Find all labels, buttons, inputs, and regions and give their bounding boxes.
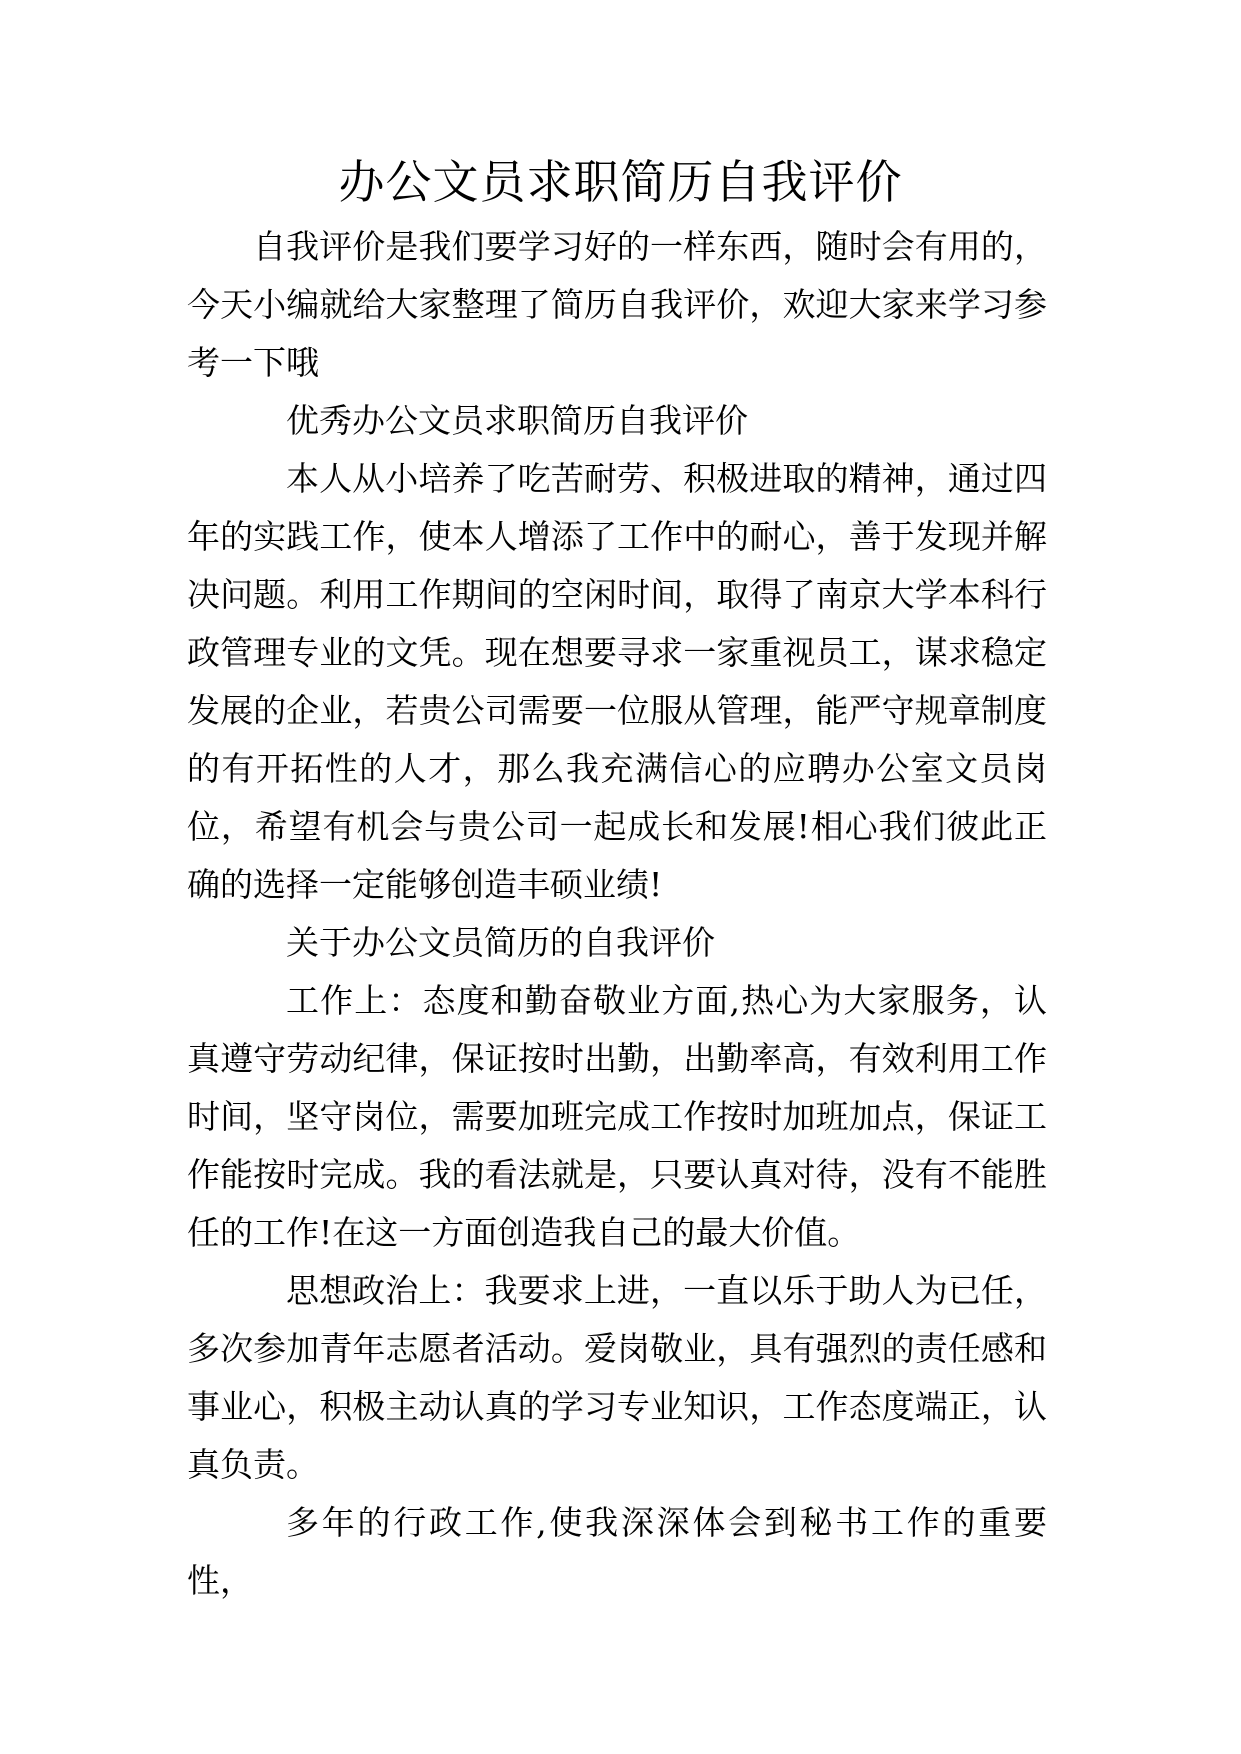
body-paragraph: 工作上：态度和勤奋敬业方面,热心为大家服务，认真遵守劳动纪律，保证按时出勤，出勤率高，有效利用工作时间，坚守岗位，需要加班完成工作按时加班加点，保证工作能按时完成。我的看法就是，只要认真对待，没有不能胜任的工作!在这一方面创造我自己的最大价值。 (187, 981, 1047, 1252)
section-heading: 优秀办公文员求职简历自我评价 (286, 401, 748, 440)
document-title: 办公文员求职简历自我评价 (338, 155, 903, 209)
intro-paragraph: 自我评价是我们要学习好的一样东西，随时会有用的，今天小编就给大家整理了简历自我评价，欢迎大家来学习参考一下哦 (187, 227, 1047, 382)
document-body (187, 218, 1047, 1610)
body-paragraph: 本人从小培养了吃苦耐劳、积极进取的精神，通过四年的实践工作，使本人增添了工作中的耐心，善于发现并解决问题。利用工作期间的空闲时间，取得了南京大学本科行政管理专业的文凭。现在想要寻求一家重视员工，谋求稳定发展的企业，若贵公司需要一位服从管理，能严守规章制度的有开拓性的人才，那么我充满信心的应聘办公室文员岗位，希望有机会与贵公司一起成长和发展!相心我们彼此正确的选择一定能够创造丰硕业绩! (187, 459, 1047, 904)
body-paragraph: 思想政治上：我要求上进，一直以乐于助人为已任，多次参加青年志愿者活动。爱岗敬业，具有强烈的责任感和事业心，积极主动认真的学习专业知识，工作态度端正，认真负责。 (187, 1271, 1047, 1484)
section-heading: 关于办公文员简历的自我评价 (286, 923, 715, 962)
body-paragraph: 多年的行政工作,使我深深体会到秘书工作的重要性， (187, 1503, 1047, 1600)
